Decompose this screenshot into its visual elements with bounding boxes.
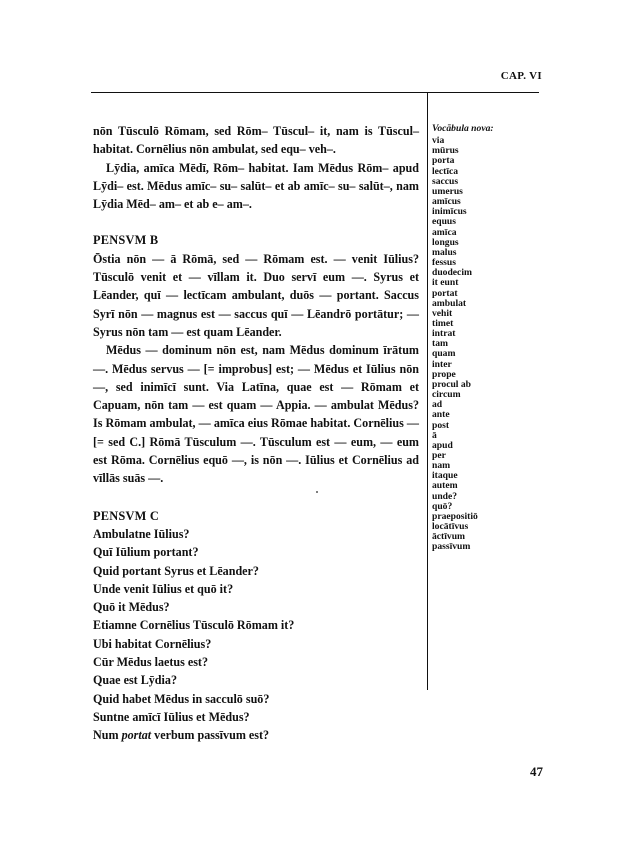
question-item: Quid habet Mēdus in sacculō suō? (93, 691, 270, 706)
vocab-word: ante (432, 409, 450, 421)
question-item: Quid portant Syrus et Lēander? (93, 563, 259, 578)
vocab-word: amīcus (432, 196, 461, 208)
intro-paragraph-2: Lȳdia, amīca Mēdī, Rōm– habitat. Iam Mēdus Rōm– apud Lȳdi– est. Mēdus amīc– su– salūt– et ab amīc– su– salūt–, nam Lȳdia Mēd– am– et ab e– am–. (93, 160, 419, 212)
vocab-word: praepositiō (432, 510, 478, 522)
vocab-word: ā (432, 429, 437, 441)
vocab-word: nam (432, 460, 451, 472)
vocab-word: via (432, 135, 445, 147)
vocab-word: tam (432, 338, 448, 350)
vocabulary-list (432, 136, 532, 552)
vocab-word: passīvum (432, 541, 471, 553)
vocab-word: quam (432, 348, 456, 360)
vocabulary-sidebar (432, 124, 532, 553)
vocab-word: procul ab (432, 378, 472, 390)
pensum-b-paragraph-2: Mēdus — dominum nōn est, nam Mēdus dominum īrātum —. Mēdus servus — [= improbus] est; — Mēdus et Iūlius nōn —, sed inimīcī sunt. Via Latīna, quae est — Rōmam et Capuam, nōn tam — est quam — Appia. — ambulat Mēdus? Is Rōmam ambulat, — amīca eius Rōmae habitat. Cornēlius — [= sed C.] Rōmā Tūsculum —. Tūsculum est — eum, — eum est Rōma. Cornēlius equō —, is nōn —. Iūlius et Cornēlius ad vīllās suās —. (93, 343, 419, 486)
question-item: Quae est Lȳdia? (93, 673, 177, 688)
vocab-word: mūrus (432, 145, 459, 157)
pensum-b-paragraph-1: Ōstia nōn — ā Rōmā, sed — Rōmam est. — venit Iūlius? Tūsculō venit et — vīllam it. Duo servī eum —. Syrus et Lēander, quī — lectīcam ambulant, duōs — portant. Saccus Syrī nōn — magnus est — saccus quī — Lēandrō portātur; — Syrus nōn tam — est quam Lēander. (93, 251, 419, 339)
vocab-word: duodecim (432, 267, 472, 279)
vocab-word: autem (432, 480, 458, 492)
vocab-word: malus (432, 246, 457, 258)
question-emphasis: portat (121, 728, 152, 743)
vocab-word: āctīvum (432, 531, 466, 543)
vocab-word: inimīcus (432, 206, 467, 218)
vocab-word: porta (432, 155, 455, 167)
vocab-word: ambulat (432, 297, 467, 309)
vocab-word: timet (432, 317, 454, 329)
vocab-word: saccus (432, 175, 459, 187)
vocab-word: circum (432, 389, 461, 401)
vocab-word: portat (432, 287, 458, 299)
question-item: Quō it Mēdus? (93, 600, 170, 615)
vocab-word: longus (432, 236, 459, 248)
question-item: Ubi habitat Cornēlius? (93, 636, 212, 651)
question-text-start: Num (93, 728, 122, 743)
vocab-word: umerus (432, 185, 463, 197)
pensum-b-heading: PENSVM B (93, 233, 159, 248)
vocab-word: fessus (432, 257, 456, 269)
vocab-word: vehit (432, 307, 453, 319)
vocab-word: locātīvus (432, 521, 469, 533)
vocab-word: per (432, 450, 446, 461)
vocab-word: itaque (432, 470, 458, 482)
chapter-label: CAP. VI (500, 70, 542, 82)
vocab-word: ad (432, 399, 443, 411)
vocab-word: unde? (432, 490, 458, 502)
question-item: Cūr Mēdus laetus est? (93, 655, 209, 670)
stray-mark (316, 491, 318, 493)
pensum-c-questions (93, 525, 419, 745)
vocabulary-title: Vocābula nova: (432, 123, 494, 134)
vocab-word: it eunt (432, 277, 459, 289)
intro-paragraph-1: nōn Tūsculō Rōmam, sed Rōm– Tūscul– it, nam is Tūscul– habitat. Cornēlius nōn ambulat, sed equ– veh–. (93, 124, 419, 157)
vocab-word: intrat (432, 328, 456, 340)
page-number: 47 (530, 764, 543, 779)
vocab-word: equus (432, 216, 456, 228)
question-item-last (93, 726, 419, 744)
vocab-word: post (432, 419, 450, 431)
vocab-word: inter (432, 358, 452, 370)
vocab-word: apud (432, 439, 453, 451)
vocab-word: lectīca (432, 165, 459, 177)
header-rule (91, 92, 539, 93)
question-item: Ambulatne Iūlius? (93, 526, 190, 541)
question-item: Etiamne Cornēlius Tūsculō Rōmam it? (93, 618, 295, 633)
question-text-end: verbum passīvum est? (151, 728, 270, 743)
question-item: Unde venit Iūlius et quō it? (93, 581, 234, 596)
pensum-c-heading: PENSVM C (93, 508, 159, 523)
vocab-word: amīca (432, 226, 457, 238)
vocab-word: prope (432, 368, 456, 380)
vocab-word: quō? (432, 500, 453, 512)
question-item: Quī Iūlium portant? (93, 545, 199, 560)
question-item: Suntne amīcī Iūlius et Mēdus? (93, 709, 250, 724)
column-divider (427, 92, 428, 690)
main-text (93, 122, 419, 745)
